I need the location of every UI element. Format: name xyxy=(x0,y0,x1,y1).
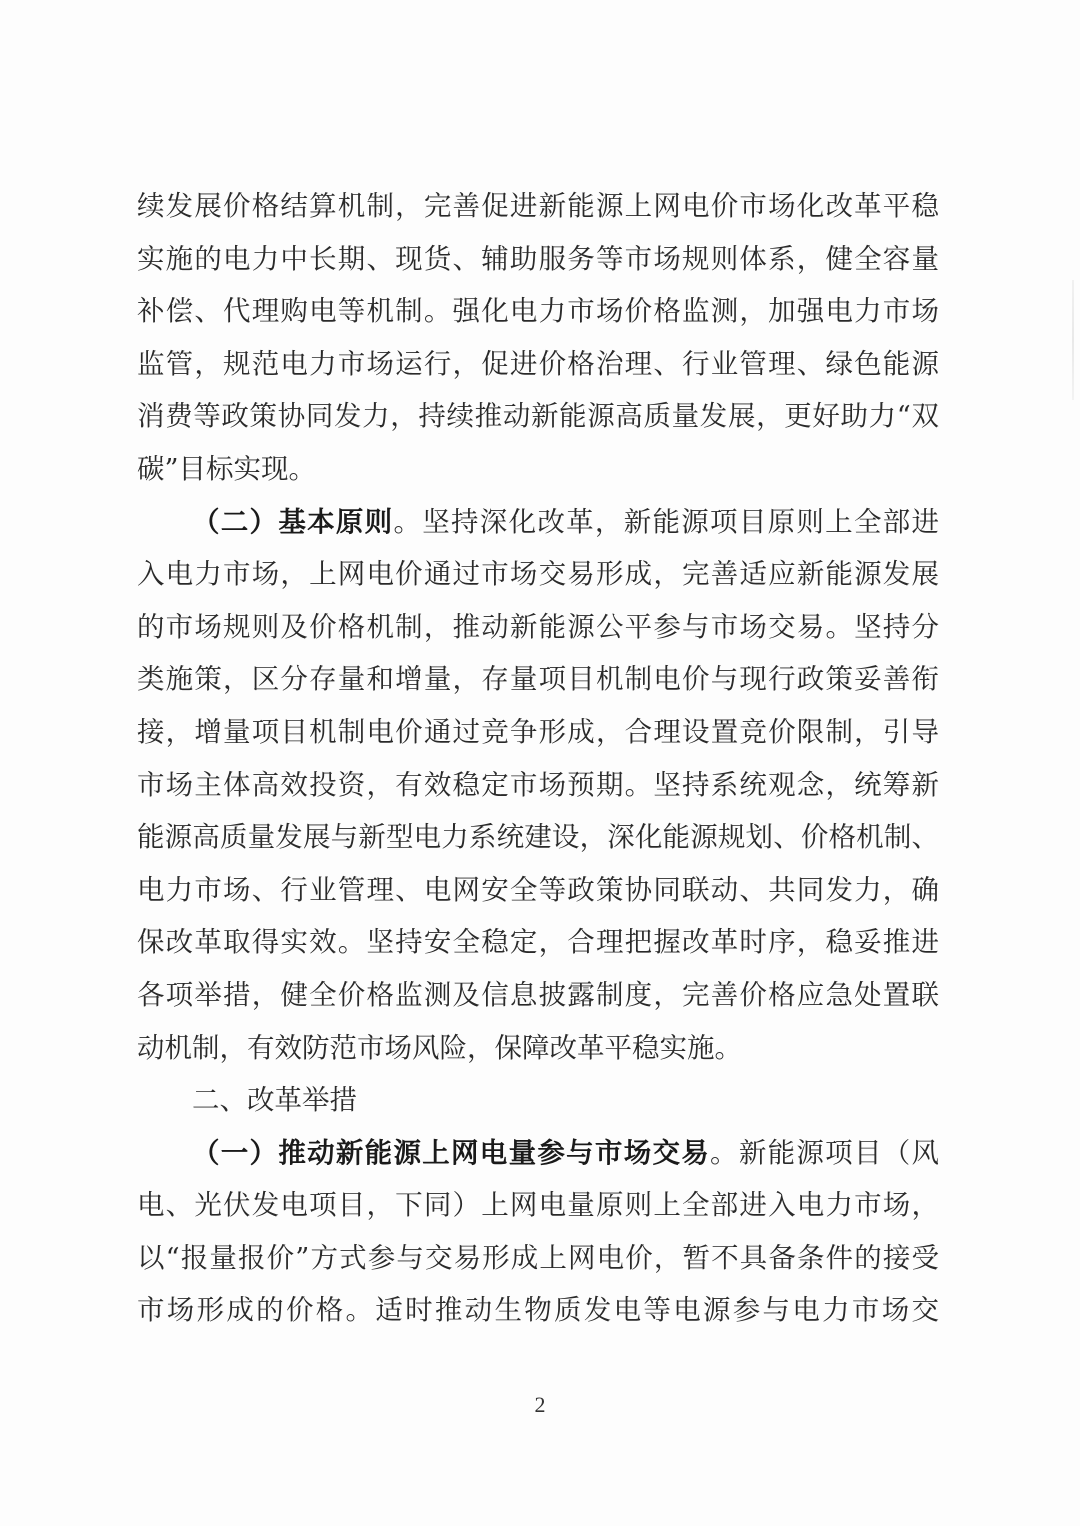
scan-edge-artifact xyxy=(1072,280,1074,400)
text-line: 碳”目标实现。 xyxy=(137,452,317,485)
text-line: 消费等政策协同发力，持续推动新能源高质量发展，更好助力“双 xyxy=(137,400,939,433)
text-line-first xyxy=(137,1127,939,1180)
text-line: 电、光伏发电项目，下同）上网电量原则上全部进入电力市场， xyxy=(137,1189,939,1222)
text-line: 各项举措，健全价格监测及信息披露制度，完善价格应急处置联 xyxy=(137,978,939,1011)
subsection-heading: （一）推动新能源上网电量参与市场交易 xyxy=(192,1136,711,1169)
text-run: 。新能源项目（风 xyxy=(710,1136,940,1169)
text-run: 。坚持深化改革，新能源项目原则上全部进 xyxy=(393,505,940,538)
section-heading-reform-measures xyxy=(137,1074,939,1127)
text-line-first xyxy=(137,496,939,549)
text-line: 市场主体高效投资，有效稳定市场预期。坚持系统观念，统筹新 xyxy=(137,768,939,801)
text-line: 的市场规则及价格机制，推动新能源公平参与市场交易。坚持分 xyxy=(137,610,939,643)
text-line: 市场形成的价格。适时推动生物质发电等电源参与电力市场交 xyxy=(137,1294,939,1327)
paragraph-market-trading xyxy=(137,1127,939,1337)
paragraph-continuation xyxy=(137,180,939,496)
text-line: 补偿、代理购电等机制。强化电力市场价格监测，加强电力市场 xyxy=(137,295,939,328)
text-line: 动机制，有效防范市场风险，保障改革平稳实施。 xyxy=(137,1031,742,1064)
page-number: 2 xyxy=(534,1392,546,1417)
document-body xyxy=(137,180,939,1337)
text-line: 类施策，区分存量和增量，存量项目机制电价与现行政策妥善衔 xyxy=(137,663,939,696)
text-line: 以“报量报价”方式参与交易形成上网电价，暂不具备条件的接受 xyxy=(137,1241,939,1274)
section-heading: 二、改革举措 xyxy=(192,1084,357,1117)
text-line: 入电力市场，上网电价通过市场交易形成，完善适应新能源发展 xyxy=(137,558,939,591)
text-line: 续发展价格结算机制，完善促进新能源上网电价市场化改革平稳 xyxy=(137,190,939,222)
text-line: 保改革取得实效。坚持安全稳定，合理把握改革时序，稳妥推进 xyxy=(137,926,939,959)
subsection-heading: （二）基本原则 xyxy=(192,505,394,538)
text-line: 能源高质量发展与新型电力系统建设，深化能源规划、价格机制、 xyxy=(137,821,939,854)
text-line: 电力市场、行业管理、电网安全等政策协同联动、共同发力，确 xyxy=(137,873,939,906)
text-line: 接，增量项目机制电价通过竞争形成，合理设置竞价限制，引导 xyxy=(137,715,939,748)
text-line: 监管，规范电力市场运行，促进价格治理、行业管理、绿色能源 xyxy=(137,347,939,380)
text-line: 实施的电力中长期、现货、辅助服务等市场规则体系，健全容量 xyxy=(137,242,939,275)
paragraph-basic-principles xyxy=(137,496,939,1075)
